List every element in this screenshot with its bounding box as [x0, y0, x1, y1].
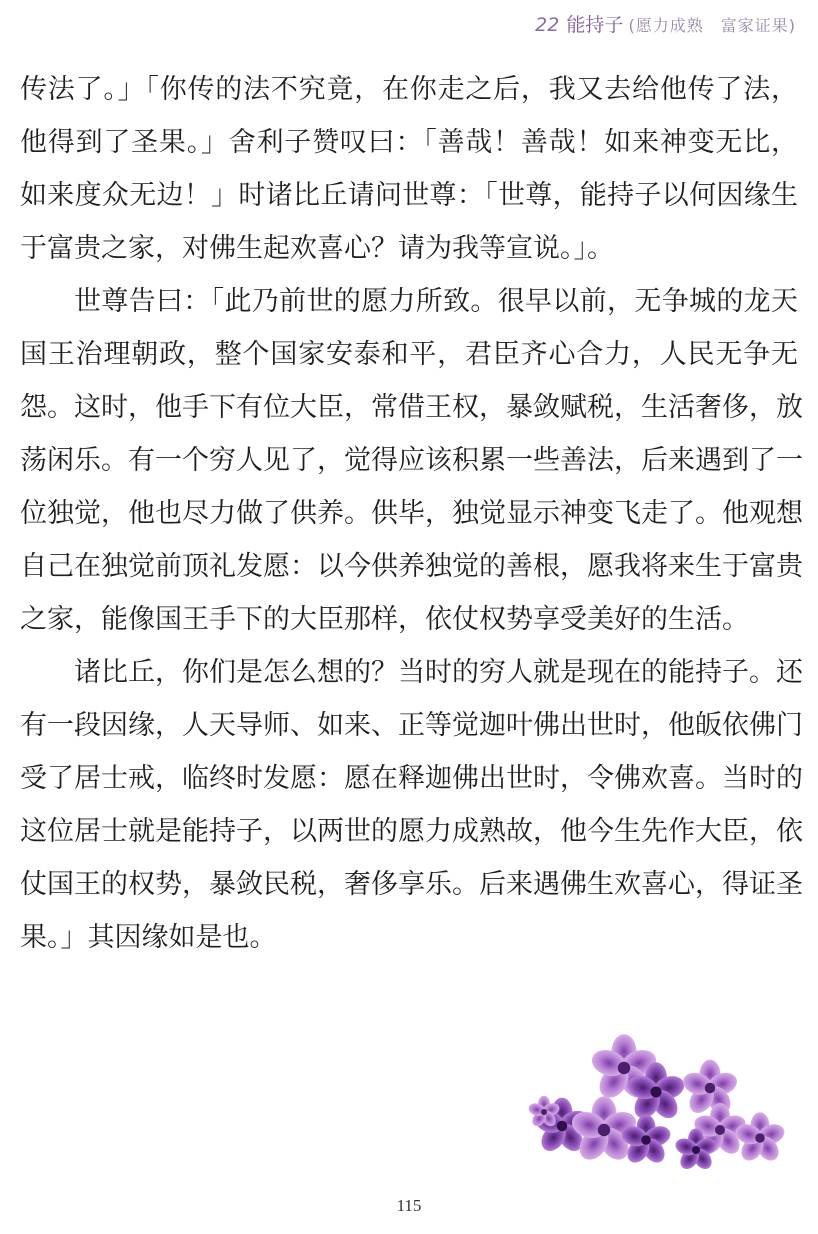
running-header [535, 10, 796, 36]
paragraph-start-line: 世尊告曰：「此乃前世的愿力所致。很早以前，无争城的龙天 [74, 286, 798, 317]
text-line: 于富贵之家，对佛生起欢喜心？请为我等宣说。」。 [20, 233, 614, 264]
text-line: 仗国王的权势，暴敛民税，奢侈享乐。后来遇佛生欢喜心，得证圣 [20, 869, 803, 900]
purple-flowers-icon [524, 1030, 792, 1180]
page-number: 115 [396, 1196, 422, 1215]
text-line: 他得到了圣果。」舍利子赞叹曰：「善哉！善哉！如来神变无比， [20, 127, 798, 158]
text-line: 自己在独觉前顶礼发愿：以今供养独觉的善根，愿我将来生于富贵 [20, 551, 803, 582]
chapter-number: 22 [535, 14, 560, 36]
text-line: 位独觉，他也尽力做了供养。供毕，独觉显示神变飞走了。他观想 [20, 498, 803, 529]
chapter-title: 能持子 [566, 14, 624, 36]
text-line: 国王治理朝政，整个国家安泰和平，君臣齐心合力，人民无争无 [20, 339, 798, 370]
text-line: 有一段因缘，人天导师、如来、正等觉迦叶佛出世时，他皈依佛门 [20, 710, 803, 741]
chapter-subtitle: (愿力成熟 富家证果) [628, 16, 796, 35]
text-line: 这位居士就是能持子，以两世的愿力成熟故，他今生先作大臣，依 [20, 816, 803, 847]
text-line: 怨。这时，他手下有位大臣，常借王权，暴敛赋税，生活奢侈，放 [20, 392, 803, 423]
text-line: 传法了。」「你传的法不究竟，在你走之后，我又去给他传了法， [20, 74, 798, 105]
text-line: 果。」其因缘如是也。 [20, 922, 277, 953]
text-line: 荡闲乐。有一个穷人见了，觉得应该积累一些善法，后来遇到了一 [20, 445, 803, 476]
text-line: 之家，能像国王手下的大臣那样，依仗权势享受美好的生活。 [20, 604, 749, 635]
paragraph-start-line: 诸比丘，你们是怎么想的？当时的穷人就是现在的能持子。还 [74, 657, 803, 688]
text-line: 如来度众无边！」时诸比丘请问世尊：「世尊，能持子以何因缘生 [20, 180, 798, 211]
text-line: 受了居士戒，临终时发愿：愿在释迦佛出世时，令佛欢喜。当时的 [20, 763, 803, 794]
